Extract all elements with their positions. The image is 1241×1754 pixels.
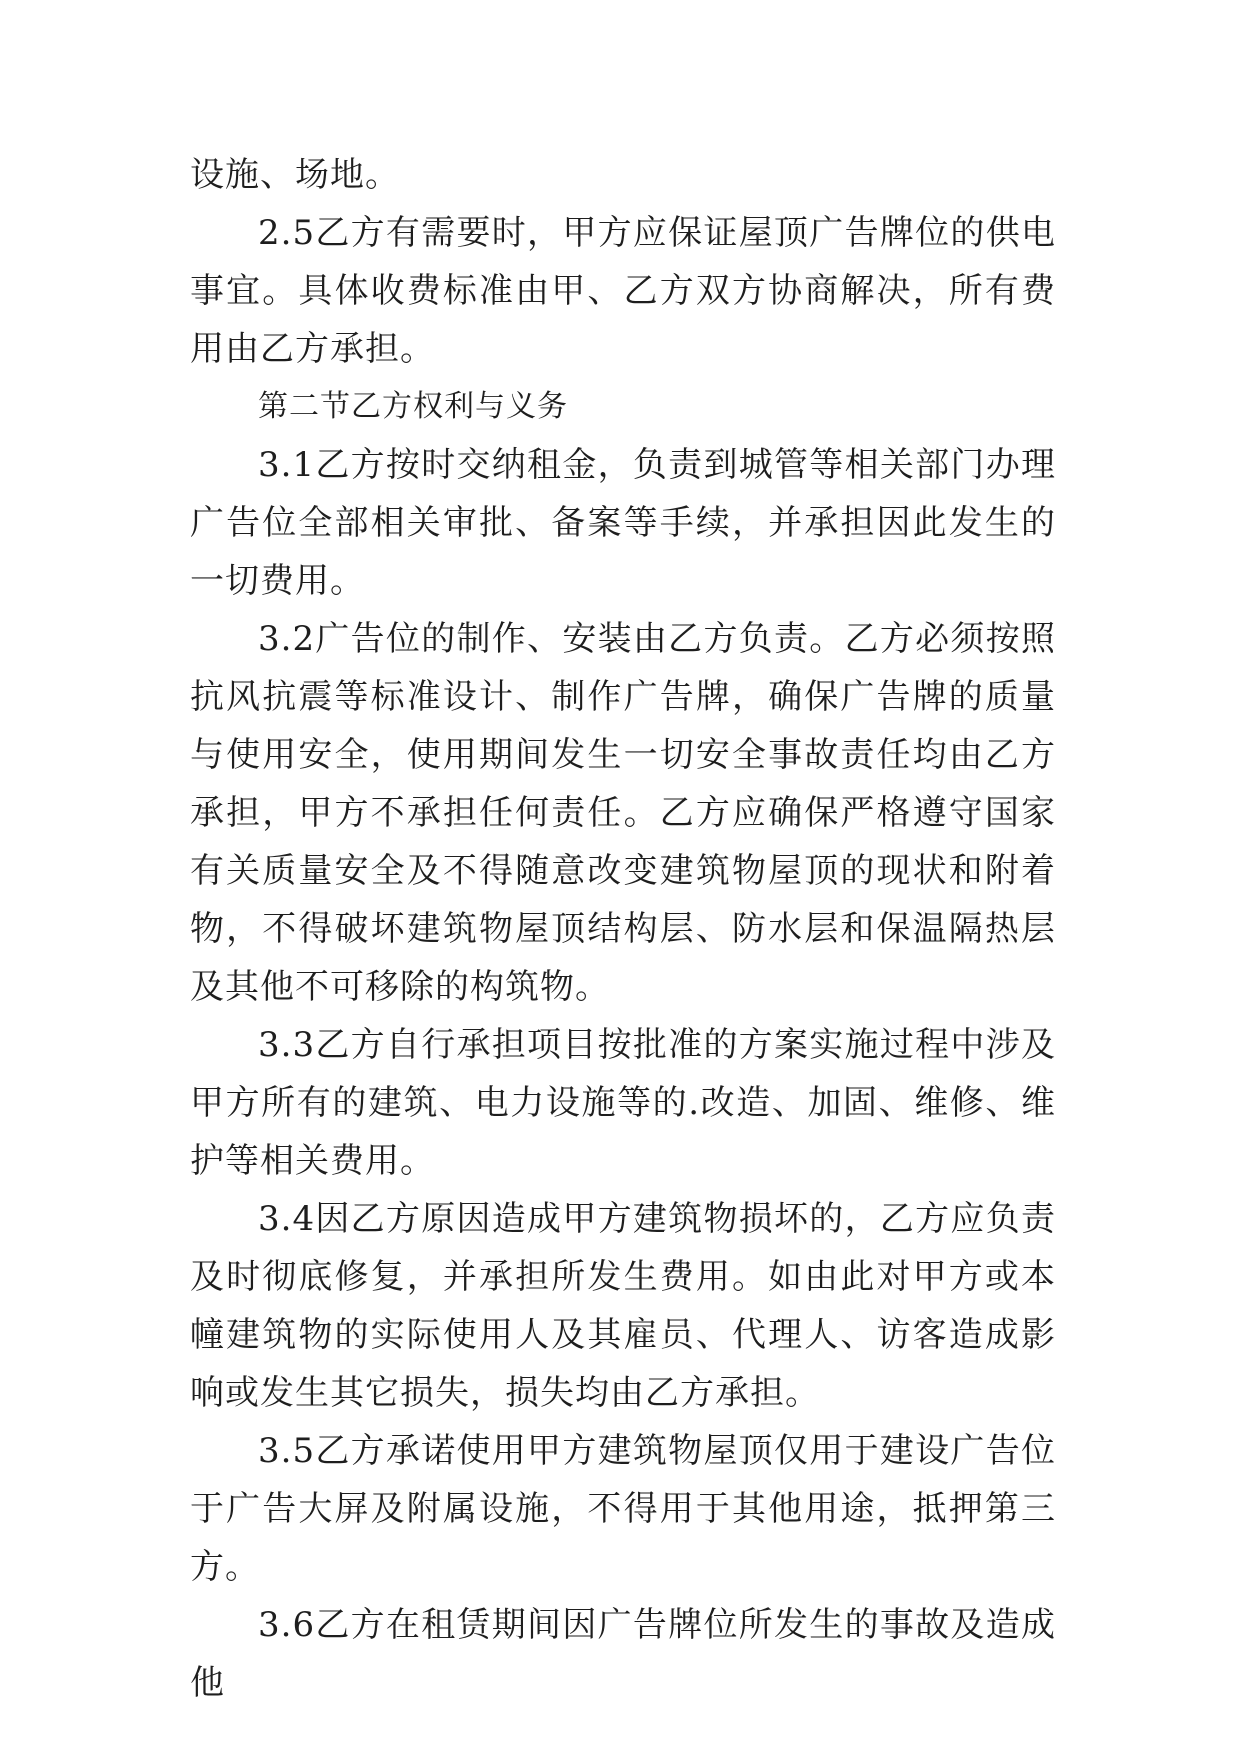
paragraph-3-2: 3.2广告位的制作、安装由乙方负责。乙方必须按照抗风抗震等标准设计、制作广告牌，确保广告牌的质量与使用安全，使用期间发生一切安全事故责任均由乙方承担，甲方不承担任何责任。乙方应确保严格遵守国家有关质量安全及不得随意改变建筑物屋顶的现状和附着物，不得破坏建筑物屋顶结构层、防水层和保温隔热层及其他不可移除的构筑物。 [190,619,1056,1007]
section-heading: 第二节乙方权利与义务 [258,389,568,424]
paragraph-3-5: 3.5乙方承诺使用甲方建筑物屋顶仅用于建设广告位于广告大屏及附属设施，不得用于其他用途，抵押第三方。 [190,1431,1056,1587]
document-body [190,146,1056,1712]
paragraph-2-5: 2.5乙方有需要时，甲方应保证屋顶广告牌位的供电事宜。具体收费标准由甲、乙方双方协商解决，所有费用由乙方承担。 [190,213,1056,369]
paragraph-3-6: 3.6乙方在租赁期间因广告牌位所发生的事故及造成他 [190,1605,1056,1703]
paragraph-continuation: 设施、场地。 [190,155,400,195]
paragraph-3-3: 3.3乙方自行承担项目按批准的方案实施过程中涉及甲方所有的建筑、电力设施等的.改造、加固、维修、维护等相关费用。 [190,1025,1056,1181]
paragraph-3-1: 3.1乙方按时交纳租金，负责到城管等相关部门办理广告位全部相关审批、备案等手续，并承担因此发生的一切费用。 [190,445,1056,601]
paragraph-3-4: 3.4因乙方原因造成甲方建筑物损坏的，乙方应负责及时彻底修复，并承担所发生费用。如由此对甲方或本幢建筑物的实际使用人及其雇员、代理人、访客造成影响或发生其它损失，损失均由乙方承担。 [190,1199,1056,1413]
